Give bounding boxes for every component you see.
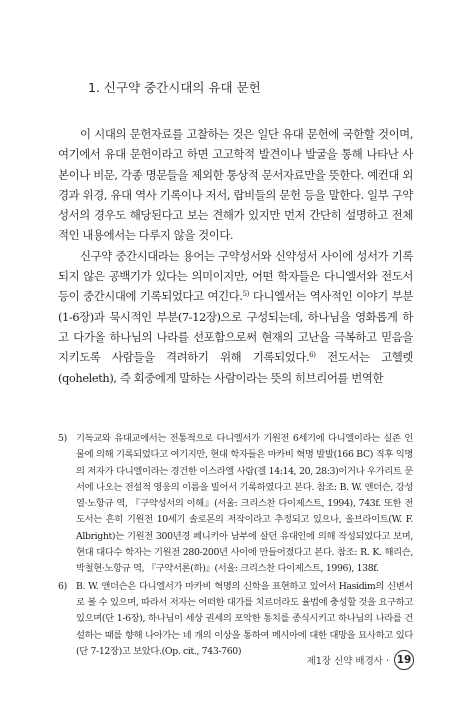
footnote-number: 5) [58,433,67,444]
paragraph-1: 이 시대의 문헌자료를 고찰하는 것은 일단 유대 문헌에 국한할 것이며, 여기에서 유대 문헌이라고 하면 고고학적 발견이나 발굴을 통해 나타난 사본이나 비문, 각종 명문들을 제외한 통상적 문서자료만을 뜻한다. 예컨대 외경과 위경, 유대 역사 기록이나 저서, 랍비들의 문헌 등을 말한다. 일부 구약성서의 경우도 해당된다고 보는 견해가 있지만 먼저 간단히 설명하고 전체적인 내용에서는 다루지 않을 것이다. [58,127,413,243]
page-footer [307,650,414,670]
body-text [58,124,413,388]
paragraph-2-text-a: 신구약 중간시대라는 용어는 구약성서와 신약성서 사이에 성서가 기록되지 않은 공백기가 있다는 의미이지만, 어떤 학자들은 다니엘서와 전도서 등이 중간시대에 기록되었다고 여긴다. [58,248,413,304]
section-heading: 1. 신구약 중간시대의 유대 문헌 [88,80,261,95]
footnote-ref-6: 6) [309,351,316,360]
footnote-text: B. W. 앤더슨은 다니엘서가 마카비 혁명의 신학을 표현하고 있어서 Hasidim의 신변서로 볼 수 있으며, 따라서 저자는 어떠한 대가를 치르더라도 율법에 충성할 것을 요구하고 있으며(단 1-6장), 하나님이 세상 권세의 포악한 통치를 종식시키고 하나님의 나라를 건설하는 때를 향해 나아가는 네 개의 이상을 통하여 메시아에 대한 대망을 묘사하고 있다(단 7-12장)고 보았다.(Op. cit., 743-760) [76,580,413,657]
paragraph-2-text-b: 다니엘서는 역사적인 이야기 부분(1-6장)과 묵시적인 부분(7-12장)으로 구성되는데, 하나님을 영화롭게 하고 다가올 하나님의 나라를 선포함으로써 현재의 고난을 극복하고 믿음을 지키도록 사람들을 격려하기 위해 기록되었다. [58,289,413,365]
footnote-6 [58,579,413,660]
page-number: 19 [394,650,414,670]
footnote-number: 6) [58,580,67,592]
footnote-ref-5: 5) [242,290,249,299]
paragraph-2 [58,246,413,388]
paragraph-2-text-c: 전도서는 고헬렛(qoheleth), 즉 회중에게 말하는 사람이라는 뜻의 히브리어를 번역한 [58,350,413,385]
footnote-text: 기독교와 유대교에서는 전통적으로 다니엘서가 기원전 6세기에 다니엘이라는 실존 인물에 의해 기록되었다고 여기지만, 현대 학자들은 마카비 혁명 발발(166 BC) 직후 익명의 저자가 다니엘이라는 경건한 이스라엘 사람(겔 14:14, 20, 28:3)이거나 우가리트 문서에 나오는 전설적 영웅의 이름을 빌어서 기록하였다고 본다. 참조: B. W. 앤더슨, 강성열·노항규 역, 『구약성서의 이해』(서울: 크리스찬 다이제스트, 1994), 743f. 또한 전도서는 흔히 기원전 10세기 솔로몬의 저작이라고 추정되고 있으나, 올브라이트(W. F. Albright)는 기원전 300년경 페니키아 남부에 살던 유대인에 의해 작성되었다고 보며, 현대 대다수 학자는 기원전 280-200년 사이에 만들어졌다고 본다. 참조: R. K. 해리슨, 박철현·노항규 역, 『구약서론(하)』(서울: 크리스찬 다이제스트, 1996), 138f. [76,433,413,575]
footnote-5 [58,431,413,578]
footnotes [58,431,413,660]
running-title: 제1장 신약 배경사 · [306,656,389,667]
